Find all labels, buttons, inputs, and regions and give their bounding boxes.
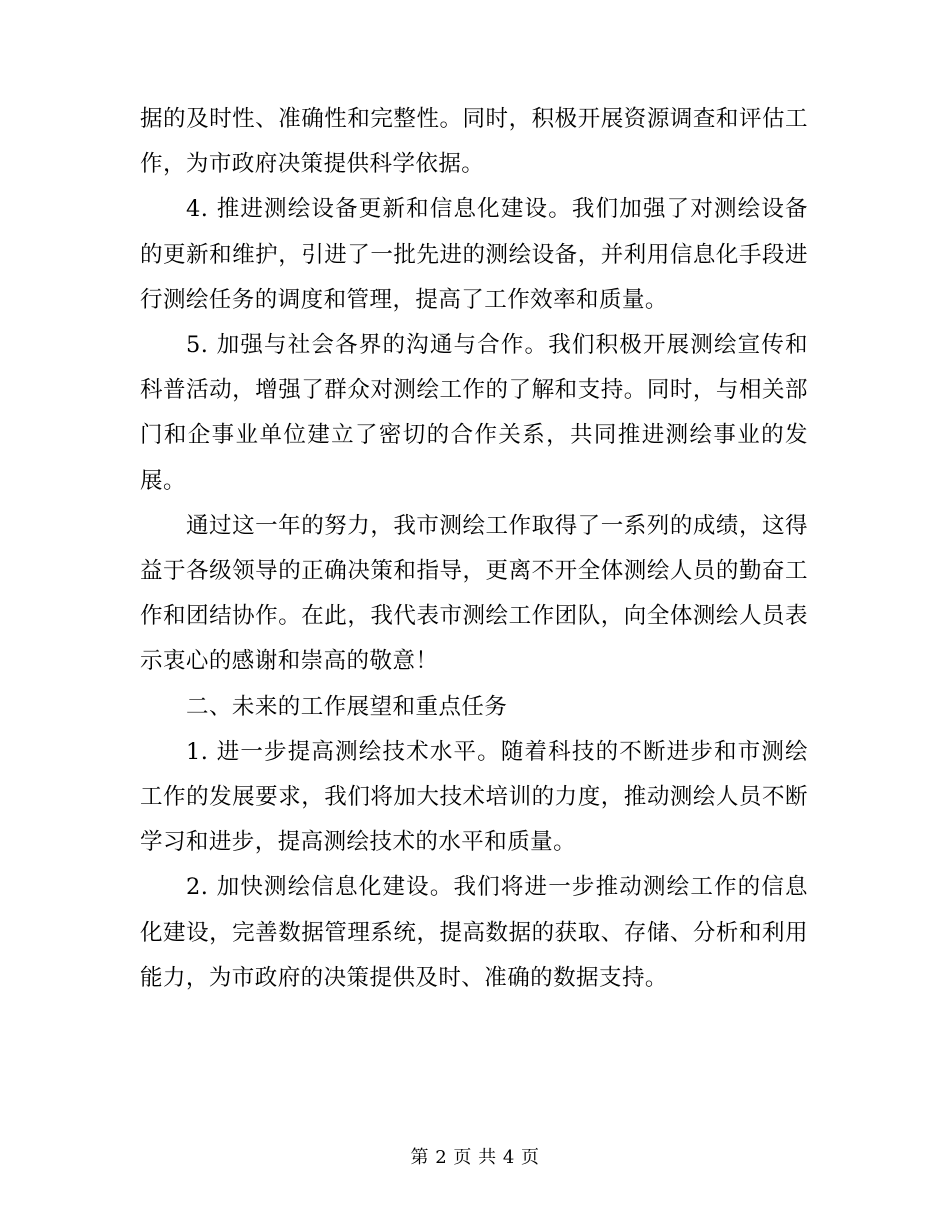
paragraph-future-item-1: 1. 进一步提高测绘技术水平。随着科技的不断进步和市测绘工作的发展要求，我们将加大技术培训的力度，推动测绘人员不断学习和进步，提高测绘技术的水平和质量。 bbox=[140, 738, 808, 856]
paragraph-summary: 通过这一年的努力，我市测绘工作取得了一系列的成绩，这得益于各级领导的正确决策和指导，更离不开全体测绘人员的勤奋工作和团结协作。在此，我代表市测绘工作团队，向全体测绘人员表示衷心的感谢和崇高的敬意！ bbox=[140, 512, 808, 675]
paragraph-item-5: 5. 加强与社会各界的沟通与合作。我们积极开展测绘宣传和科普活动，增强了群众对测绘工作的了解和支持。同时，与相关部门和企事业单位建立了密切的合作关系，共同推进测绘事业的发展。 bbox=[140, 332, 808, 494]
paragraph-future-item-2: 2. 加快测绘信息化建设。我们将进一步推动测绘工作的信息化建设，完善数据管理系统，提高数据的获取、存储、分析和利用能力，为市政府的决策提供及时、准确的数据支持。 bbox=[140, 874, 808, 991]
paragraph-continuation: 据的及时性、准确性和完整性。同时，积极开展资源调查和评估工作，为市政府决策提供科学依据。 bbox=[140, 106, 808, 178]
document-body bbox=[140, 97, 808, 1001]
section-heading-two: 二、未来的工作展望和重点任务 bbox=[186, 693, 508, 720]
page-number-footer: 第 2 页 共 4 页 bbox=[410, 1147, 540, 1168]
paragraph-item-4: 4. 推进测绘设备更新和信息化建设。我们加强了对测绘设备的更新和维护，引进了一批先进的测绘设备，并利用信息化手段进行测绘任务的调度和管理，提高了工作效率和质量。 bbox=[140, 196, 808, 313]
